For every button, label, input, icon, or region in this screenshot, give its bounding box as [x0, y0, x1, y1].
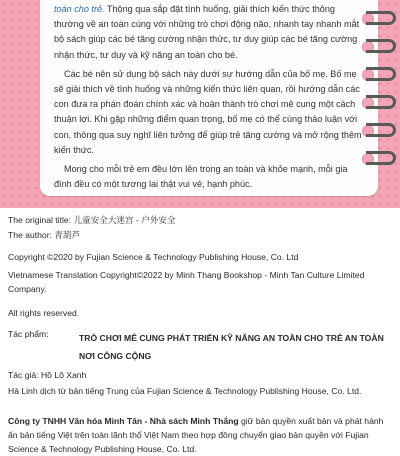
- intro-text: [54, 2, 366, 196]
- binding-ring: [366, 151, 396, 165]
- intro-paragraph-2: Các bé nên sử dụng bộ sách này dưới sự hướng dẫn của bố mẹ. Bố mẹ sẽ giải thích về tình huống và những kiến thức liên quan, rồi hướng dẫn các con đưa ra phán đoán chính xác và hoàn thành trò chơi mê cung một cách thuận lợi. Khi gặp những điểm quan trọng, bố mẹ có thể cùng thảo luận với con, thông qua suy nghĩ liên tưởng để giúp trẻ tăng cường và mở rộng thêm kiến thức.: [54, 68, 362, 155]
- publisher-rights-text: giữ bản quyền xuất bản và phát hành ấn bản tiếng Việt trên toàn lãnh thổ Việt Nam theo hợp đồng chuyển giao bản quyền với Fujian Science & Technology Publishing House, Co. Ltd.: [8, 416, 384, 454]
- translator-note: Hà Linh dịch từ bản tiếng Trung của Fujian Science & Technology Publishing House, Co. Ltd.: [8, 386, 362, 396]
- intro-notebook-card: [40, 0, 378, 196]
- copyright-vietnamese: Vietnamese Translation Copyright©2022 by Minh Thang Bookshop - Minh Tan Culture Limited Company.: [8, 270, 365, 294]
- binding-ring: [366, 67, 396, 81]
- publisher-name: Công ty TNHH Văn hóa Minh Tân - Nhà sách Minh Thắng: [8, 416, 239, 426]
- intro-lead-emphasis: toàn cho trẻ.: [54, 4, 105, 14]
- intro-paragraph-1: [54, 2, 366, 63]
- original-title: The original title: 儿童安全大迷宫 - 户外安全: [8, 215, 176, 225]
- work-label: Tác phẩm:: [8, 329, 49, 339]
- intro-paragraph-3: Mong cho mỗi trẻ em đều lớn lên trong an toàn và khỏe mạnh, mỗi gia đình đều có một tương lai thật vui vẻ, hạnh phúc.: [54, 164, 348, 190]
- binding-ring: [366, 39, 396, 53]
- copyright-english: Copyright ©2020 by Fujian Science & Technology Publishing House, Co. Ltd: [8, 252, 299, 262]
- work-title-row: [8, 329, 392, 365]
- binding-ring: [366, 11, 396, 25]
- publisher-note: [8, 414, 392, 456]
- intro-paragraph-1-text: Thông qua sắp đặt tình huống, giải thích kiến thức thông thường về an toàn cùng với những trò chơi động não, nhanh tay nhanh mắt bộ sách giúp các bé tăng cường nhận thức, tư duy giúp các bé tăng cường nhận thức, tư duy và kỹ năng an toàn cho bé.: [54, 4, 360, 60]
- original-author: The author: 青葫芦: [8, 230, 81, 240]
- rights-reserved: All rights reserved.: [8, 308, 80, 318]
- binding-ring: [366, 95, 396, 109]
- author-vietnamese: Tác giả: Hồ Lô Xanh: [8, 370, 87, 380]
- binding-ring: [366, 123, 396, 137]
- work-title: TRÒ CHƠI MÊ CUNG PHÁT TRIỂN KỸ NĂNG AN TOÀN CHO TRẺ AN TOÀN NƠI CÔNG CỘNG: [79, 333, 384, 361]
